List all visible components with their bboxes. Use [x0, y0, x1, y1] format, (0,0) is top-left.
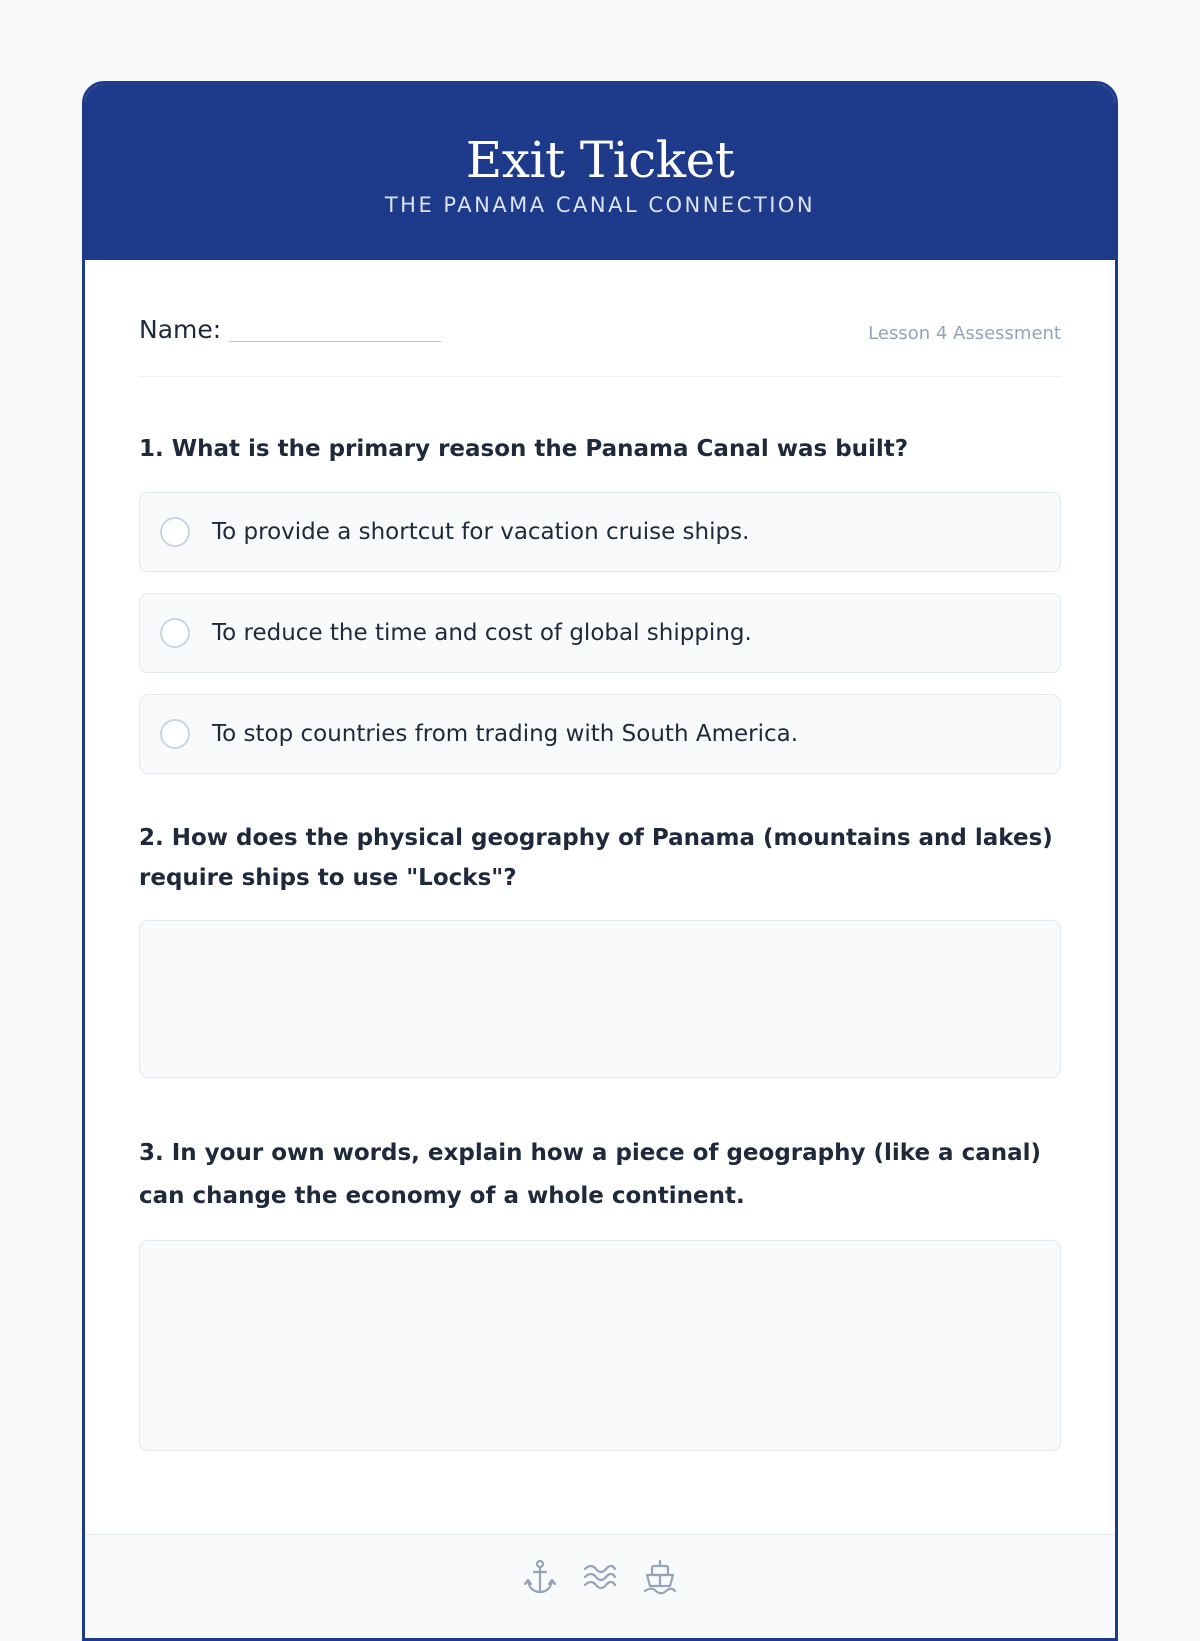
ticket-content	[85, 260, 1115, 1451]
lesson-label: Lesson 4 Assessment	[868, 323, 1061, 344]
ticket-header	[85, 84, 1115, 260]
radio-button[interactable]	[160, 618, 190, 648]
name-field-group	[139, 315, 441, 344]
radio-button[interactable]	[160, 719, 190, 749]
question-2-answer[interactable]	[139, 920, 1061, 1078]
ticket-footer	[85, 1534, 1115, 1641]
option-label: To reduce the time and cost of global shipping.	[212, 620, 752, 646]
option-label: To provide a shortcut for vacation cruise ships.	[212, 519, 750, 545]
waves-icon	[583, 1559, 617, 1595]
footer-icons	[85, 1535, 1115, 1595]
option-3[interactable]	[139, 694, 1061, 774]
question-3: 3. In your own words, explain how a piece of geography (like a canal) can change the economy of a whole continent.	[139, 1140, 1042, 1209]
exit-ticket-card	[82, 81, 1118, 1641]
question-1-options	[139, 492, 1061, 774]
option-label: To stop countries from trading with South America.	[212, 721, 799, 747]
radio-button[interactable]	[160, 517, 190, 547]
name-label: Name:	[139, 315, 222, 344]
page-subtitle: THE PANAMA CANAL CONNECTION	[384, 193, 816, 217]
option-2[interactable]	[139, 593, 1061, 673]
meta-row	[139, 260, 1061, 377]
page-title: Exit Ticket	[465, 131, 735, 189]
ship-icon	[643, 1559, 677, 1595]
question-3-answer[interactable]	[139, 1240, 1061, 1451]
anchor-icon	[523, 1559, 557, 1595]
question-2: 2. How does the physical geography of Panama (mountains and lakes) require ships to use "Locks"?	[139, 825, 1053, 891]
question-1: 1. What is the primary reason the Panama Canal was built?	[139, 436, 909, 462]
name-input-line[interactable]	[229, 340, 441, 342]
option-1[interactable]	[139, 492, 1061, 572]
